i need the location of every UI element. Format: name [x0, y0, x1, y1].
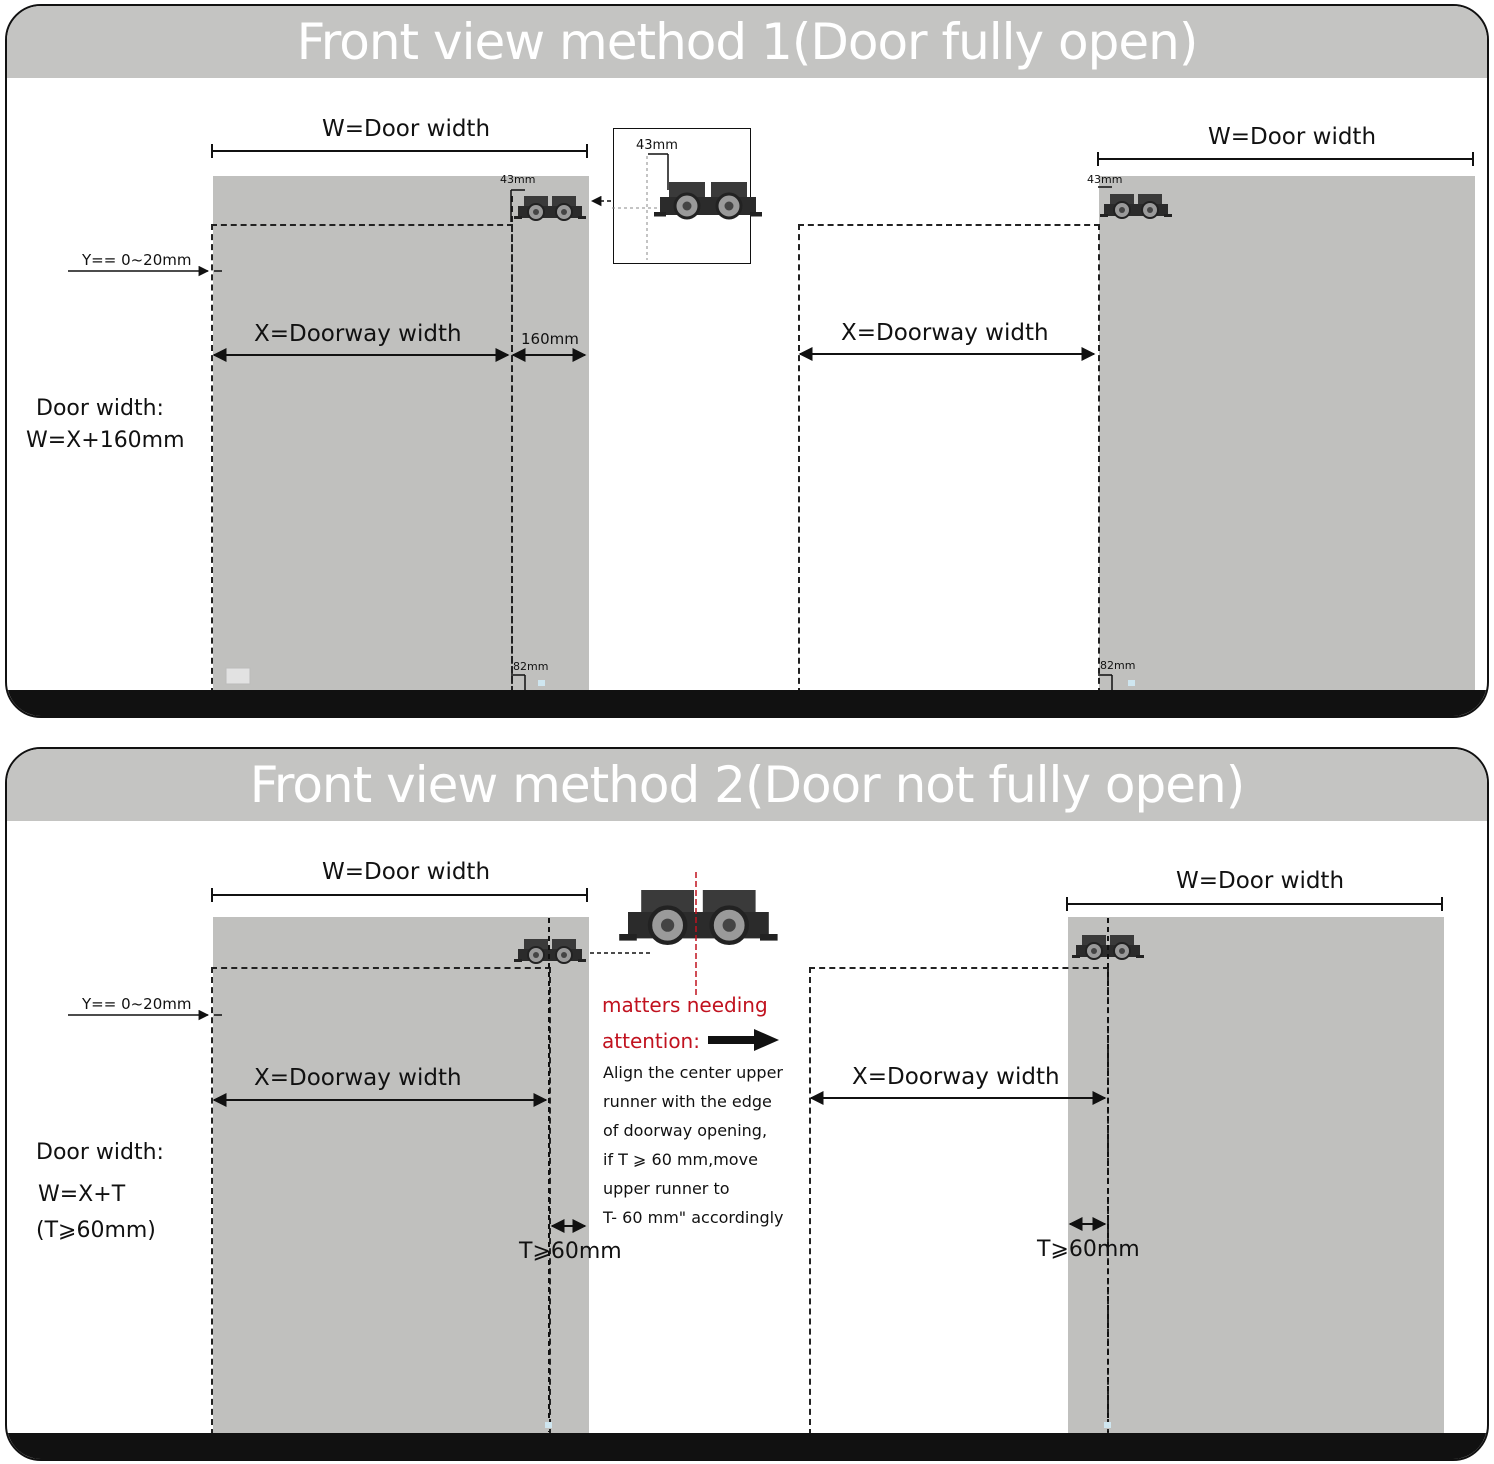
dim-82mm-label: 82mm — [513, 660, 549, 673]
note-line: T- 60 mm" accordingly — [603, 1208, 784, 1227]
dim-43mm-label: 43mm — [500, 173, 536, 186]
formula-title: Door width: — [36, 396, 164, 421]
roller-runner-icon — [514, 196, 586, 220]
attention-note — [603, 1058, 784, 1232]
attention-heading: attention: — [602, 1029, 700, 1053]
dim-160mm-label: 160mm — [521, 330, 579, 348]
t-dimension-label: T⩾60mm — [1037, 1237, 1140, 1262]
dim-82mm-label: 82mm — [1100, 659, 1136, 672]
panel-title: Front view method 1(Door fully open) — [296, 13, 1198, 71]
door-width-label: W=Door width — [322, 116, 491, 142]
y-gap-label: Y== 0~20mm — [82, 251, 192, 269]
formula-condition: (T⩾60mm) — [36, 1218, 156, 1243]
note-line: if T ⩾ 60 mm,move — [603, 1150, 758, 1169]
door-width-label: W=Door width — [1208, 124, 1377, 150]
formula-title: Door width: — [36, 1140, 164, 1165]
panel-title: Front view method 2(Door not fully open) — [249, 756, 1245, 814]
dim-43mm-label: 43mm — [1087, 173, 1123, 186]
arrow-right-icon — [708, 1029, 779, 1051]
note-line: upper runner to — [603, 1179, 730, 1198]
y-gap-label: Y== 0~20mm — [82, 995, 192, 1013]
detail-43mm-label: 43mm — [636, 138, 678, 153]
note-line: Align the center upper — [603, 1063, 783, 1082]
roller-runner-icon — [619, 890, 777, 943]
roller-runner-icon — [1100, 194, 1172, 218]
doorway-width-label: X=Doorway width — [841, 320, 1049, 346]
formula: W=X+T — [38, 1182, 126, 1207]
t-dimension-label: T⩾60mm — [519, 1239, 622, 1264]
note-line: of doorway opening, — [603, 1121, 768, 1140]
roller-runner-icon — [514, 939, 586, 963]
doorway-width-label: X=Doorway width — [254, 321, 462, 347]
door-width-label: W=Door width — [322, 859, 491, 885]
note-line: runner with the edge — [603, 1092, 772, 1111]
roller-runner-icon — [654, 182, 762, 218]
door-width-label: W=Door width — [1176, 868, 1345, 894]
formula: W=X+160mm — [26, 428, 185, 453]
attention-heading: matters needing — [602, 993, 768, 1017]
doorway-width-label: X=Doorway width — [254, 1065, 462, 1091]
doorway-width-label: X=Doorway width — [852, 1064, 1060, 1090]
